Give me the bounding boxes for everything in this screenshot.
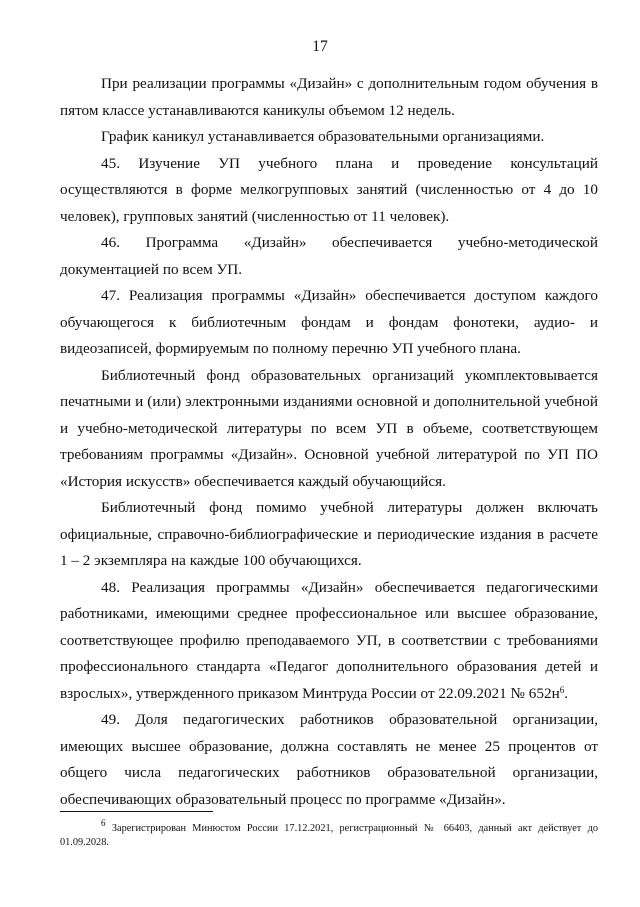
footnote-reference[interactable]: 6 — [559, 684, 565, 695]
footnote-separator — [60, 811, 213, 812]
paragraph-vacation-schedule: График каникул устанавливается образовательными организациями. — [101, 128, 545, 145]
paragraph-46: 46. Программа «Дизайн» обеспечивается учебно-методической документацией по всем УП. — [60, 234, 598, 278]
paragraph-library-fund: Библиотечный фонд образовательных организаций укомплектовывается печатными и (или) электронными изданиями основной и дополнительной учебной и учебно-методической литературы по всем УП в объеме, соответствующем требованиям программы «Дизайн». Основной учебной литературой по УП ПО «История искусств» обеспечивается каждый обучающийся. — [60, 366, 598, 490]
page-number: 17 — [312, 38, 328, 55]
footnote — [60, 818, 598, 850]
paragraph-library-fund-extra: Библиотечный фонд помимо учебной литературы должен включать официальные, справочно-библиографические и периодические издания в расчете 1 – 2 экземпляра на каждые 100 обучающихся. — [60, 499, 598, 569]
paragraph-vacation-fifth-class: При реализации программы «Дизайн» с дополнительным годом обучения в пятом классе устанавливаются каникулы объемом 12 недель. — [60, 75, 598, 119]
paragraph-47: 47. Реализация программы «Дизайн» обеспечивается доступом каждого обучающегося к библиотечным фондам и фондам фонотеки, аудио- и видеозаписей, формируемым по полному перечню УП учебного плана. — [60, 287, 598, 357]
paragraph-45: 45. Изучение УП учебного плана и проведение консультаций осуществляются в форме мелкогрупповых занятий (численностью от 4 до 10 человек), групповых занятий (численностью от 11 человек). — [60, 154, 598, 225]
paragraph-49: 49. Доля педагогических работников образовательной организации, имеющих высшее образование, должна составлять не менее 25 процентов от общего числа педагогических работников образовательной организации, обеспечивающих образовательный процесс по программе «Дизайн». — [60, 711, 598, 808]
paragraph-48-tail: . — [564, 684, 569, 702]
footnote-marker: 6 — [101, 818, 106, 828]
paragraph-48-text: 48. Реализация программы «Дизайн» обеспечивается педагогическими работниками, имеющими среднее профессиональное или высшее образование, соответствующее профилю преподаваемого УП, в соответствии с требованиями профессионального стандарта «Педагог дополнительного образования детей и взрослых», утвержденного приказом Минтруда России от 22.09.2021 № 652н — [60, 578, 598, 702]
page-body — [60, 71, 598, 813]
paragraph-48 — [60, 575, 598, 708]
footnote-text: Зарегистрирован Минюстом России 17.12.2021, регистрационный № 66403, данный акт действует до 01.09.2028. — [60, 823, 598, 849]
